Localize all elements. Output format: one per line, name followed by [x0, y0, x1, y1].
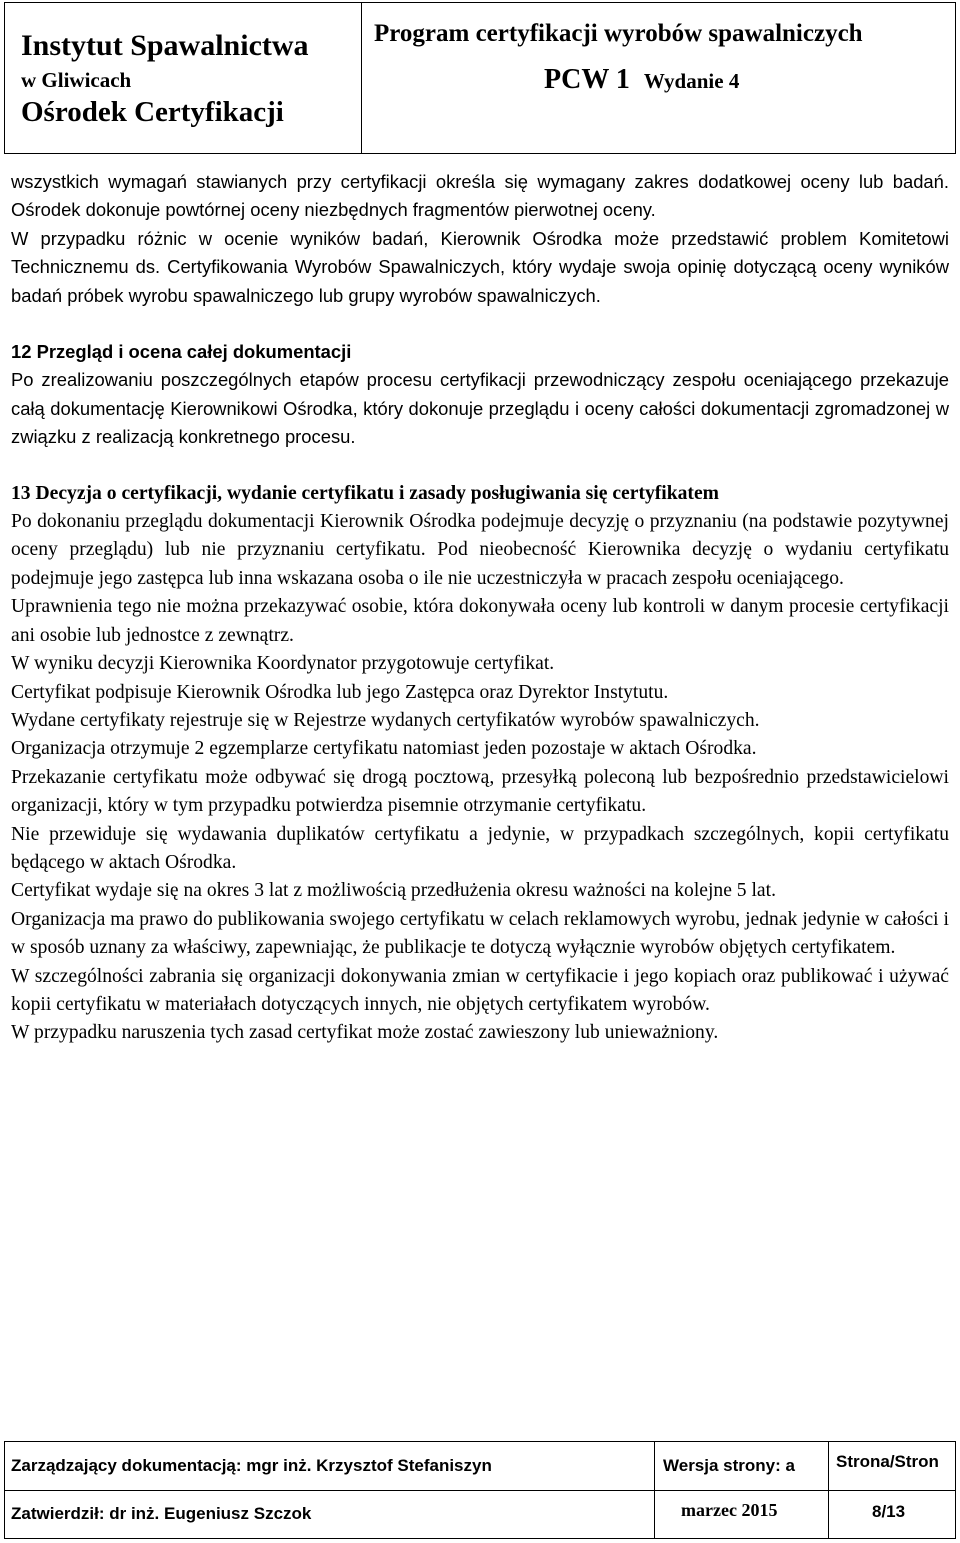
section-13-paragraph: Wydane certyfikaty rejestruje się w Rejestrze wydanych certyfikatów wyrobów spawalniczych.: [11, 709, 760, 731]
program-edition: Wydanie 4: [643, 69, 740, 93]
document-header: [4, 2, 956, 154]
paragraph-spacer: [11, 310, 949, 338]
section-13-paragraph: Nie przewiduje się wydawania duplikatów certyfikatu a jedynie, w przypadkach szczególnych, kopii certyfikatu będącego w aktach Ośrodka.: [11, 823, 949, 873]
section-13-paragraph: Certyfikat wydaje się na okres 3 lat z możliwością przedłużenia okresu ważności na kolejne 5 lat.: [11, 880, 776, 902]
institute-city: w Gliwicach: [21, 68, 132, 92]
body-paragraph: wszystkich wymagań stawianych przy certyfikacji określa się wymagany zakres dodatkowej oceny lub badań. Ośrodek dokonuje powtórnej oceny niezbędnych fragmentów pierwotnej oceny.: [11, 171, 949, 221]
issue-date: marzec 2015: [681, 1500, 778, 1520]
program-code: PCW 1: [544, 64, 630, 95]
section-13-paragraph: Po dokonaniu przeglądu dokumentacji Kierownik Ośrodka podejmuje decyzję o przyznaniu (na podstawie pozytywnej oceny przeglądu) lub nie przyznaniu certyfikatu. Pod nieobecność Kierownika decyzję o wydaniu certyfikatu podejmuje jego zastępca lub inna wskazana osoba o ile nie uczestniczyła w pracach zespołu oceniającego.: [11, 511, 949, 589]
section-13-paragraph: Organizacja otrzymuje 2 egzemplarze certyfikatu natomiast jeden pozostaje w aktach Ośrodka.: [11, 738, 757, 760]
header-organization-cell: [5, 3, 362, 153]
document-footer: [4, 1441, 956, 1539]
section-12-heading: 12 Przegląd i ocena całej dokumentacji: [11, 341, 352, 363]
section-13-paragraph: Organizacja ma prawo do publikowania swojego certyfikatu w celach reklamowych wyrobu, jednak jedynie w całości i w sposób uznany za właściwy, zapewniając, że publikacje te dotyczą wyłącznie wyrobów objętych certyfikatem.: [11, 908, 949, 959]
program-title: Program certyfikacji wyrobów spawalniczych: [374, 20, 863, 47]
section-13-paragraph: W przypadku naruszenia tych zasad certyfikat może zostać zawieszony lub unieważniony.: [11, 1022, 719, 1044]
document-manager: Zarządzający dokumentacją: mgr inż. Krzysztof Stefaniszyn: [11, 1456, 492, 1475]
header-program-cell: [362, 3, 955, 153]
program-code-line: [544, 63, 739, 98]
section-12-text: Po zrealizowaniu poszczególnych etapów procesu certyfikacji przewodniczący zespołu oceniającego przekazuje całą dokumentację Kierownikowi Ośrodka, który dokonuje przeglądu i oceny całości dokumentacji zgromadzonej w związku z realizacją konkretnego procesu.: [11, 369, 949, 448]
section-13-heading: 13 Decyzja o certyfikacji, wydanie certyfikatu i zasady posługiwania się certyfikatem: [11, 482, 719, 504]
body-paragraph: W przypadku różnic w ocenie wyników badań, Kierownik Ośrodka może przedstawić problem Komitetowi Technicznemu ds. Certyfikowania Wyrobów Spawalniczych, który wydaje swoja opinię dotyczącą oceny wyników badań próbek wyrobu spawalniczego lub grupy wyrobów spawalniczych.: [11, 227, 949, 306]
document-body: [11, 168, 949, 1048]
section-13-paragraph: W szczególności zabrania się organizacji dokonywania zmian w certyfikacie i jego kopiach oraz publikować i używać kopii certyfikatu w materiałach dotyczących innych, nie objętych certyfikatem wyrobów.: [11, 965, 949, 1015]
section-13-paragraph: Certyfikat podpisuje Kierownik Ośrodka lub jego Zastępca oraz Dyrektor Instytutu.: [11, 681, 669, 703]
page-count-label: Strona/Stron: [836, 1452, 939, 1471]
footer-row-divider: [5, 1490, 955, 1491]
section-13-paragraph: Przekazanie certyfikatu może odbywać się drogą pocztową, przesyłką poleconą lub bezpośrednio przedstawicielowi organizacji, który w tym przypadku potwierdza pisemnie otrzymanie certyfikatu.: [11, 766, 949, 817]
document-approver: Zatwierdził: dr inż. Eugeniusz Szczok: [11, 1504, 312, 1523]
paragraph-spacer: [11, 452, 949, 480]
page-version-label: Wersja strony: a: [663, 1456, 795, 1475]
section-13-paragraph: W wyniku decyzji Kierownika Koordynator przygotowuje certyfikat.: [11, 653, 555, 675]
certification-center-name: Ośrodek Certyfikacji: [21, 96, 284, 128]
institute-name: Instytut Spawalnictwa: [21, 29, 309, 62]
section-13-paragraph: Uprawnienia tego nie można przekazywać osobie, która dokonywała oceny lub kontroli w danym procesie certyfikacji ani osobie lub jednostce z zewnątrz.: [11, 596, 949, 646]
page-number: 8/13: [872, 1502, 906, 1521]
